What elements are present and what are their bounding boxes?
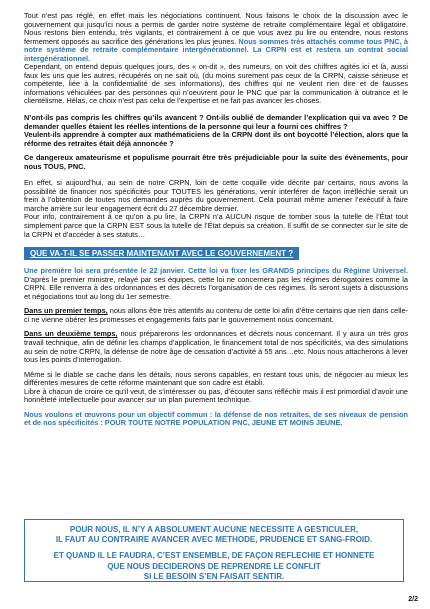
intro-highlight: Nous sommes très attachés comme tous PNC, à notre système de retraite complémentaire intergénérationnel. La CRPN est et restera un contrat social intergénérationnel. [24,36,408,63]
paragraph-details: Même si le diable se cache dans les détails, nous serons capables, en restant tous unis, de négocier au mieux les différentes mesures de cette réforme maintenant que son cadre est établi. [24,369,408,388]
paragraph-common-goal: Nous voulons et œuvrons pour un objectif commun : la défense de nos retraites, de ses niveaux de pension et de nos spécificités : POUR TOUTE NOTRE POPULATION PNC, JEUNE ET MOINS JEUNE. [24,409,408,428]
paragraph-first-law [24,267,408,301]
paragraph-intro [24,12,408,63]
second-step-text: nous préparerons les ordonnances et décrets nous concernant. Il y aura un très gros travail technique, afin de définir les champs d’application, le financement total de nos spécificités, via des simulations au sein de notre CRPN, la défense de notre âge de cessation d’activité à 55 ans…etc. Nous nous attacherons à lever tous les points d’interrogation. [24,329,408,365]
question-figures: N’ont-ils pas compris les chiffres qu’ils avancent ? Ont-ils oublié de demander l’explication qui va avec ? De demander quelles étaient les réelles intentions de la personne qui leur a fourni ces chiffres ? [24,113,408,131]
question-mathematicians: Veulent-ils apprendre à compter aux mathématiciens de la CRPN dont ils ont boycotté l’élection, alors que la réforme des retraites était déjà annoncée ? [24,130,408,148]
paragraph-tutelle: Pour info, contrairement à ce qu’on a pu lire, la CRPN n’a AUCUN risque de tomber sous la tutelle de l’État tout simplement parce que la CRPN EST sous la tutelle de l’État depuis sa création. Il suffit de se connecter sur le site de la CRPN et d’accéder à ses statuts… [24,212,408,239]
paragraph-honesty: Libre à chacun de croire ce qu’il veut, de s’intéresser ou pas, d’écouter sans réfléchir mais il est primordial d’avoir une honnêteté intellectuelle pour avancer sur un plan purement technique. [24,386,408,405]
conclusion-line-2: IL FAUT AU CONTRAIRE AVANCER AVEC METHODE, PRUDENCE ET SANG-FROID. [55,535,373,545]
conclusion-line-4: QUE NOUS DECIDERONS DE REPRENDRE LE CONFLIT [107,561,321,571]
second-step-label: Dans un deuxième temps, [24,329,118,339]
page-number: 2/2 [408,596,418,603]
conclusion-line-5: SI LE BESOIN S’EN FAISAIT SENTIR. [143,571,285,581]
first-law-highlight: Une première loi sera présentée le 22 janvier. Cette loi va fixer les GRANDS principes du Régime Universel. [24,266,408,276]
paragraph-crpn-financing: En effet, si aujourd’hui, au sein de notre CRPN, loin de cette coquille vide décrite par certains, nous avons la possibilité de financer nos spécificités pour TOUTES les générations, venir interférer de façon irréfléchie serait un frein à l’obtention de toutes nos demandes auprès du gouvernement. Cela pourrait même amener l’exécutif à faire marche arrière sur leur engagement écrit du 27 décembre dernier. [24,178,408,213]
conclusion-line-1: POUR NOUS, IL N’Y A ABSOLUMENT AUCUNE NECESSITE A GESTICULER, [69,525,359,534]
first-step-text: nous allons être très attentifs au contenu de cette loi afin d’être certains que rien dans celle-ci ne vienne obérer les promesses et engagements faits par le gouvernement nous concernant. [24,306,408,324]
first-law-text: D’après le premier ministre, relayé par ses équipes, cette loi ne concernera pas les régimes dérogatoires comme la CRPN. Elle renverra à des ordonnances et des décrets l’organisation de ces régimes. Ils seront sujets à discussions et négociations tout au long du 1er semestre. [24,274,408,301]
statement-amateurism: Ce dangereux amateurisme et populisme pourrait être très préjudiciable pour la suite des évènements, pour nous TOUS, PNC. [24,153,408,171]
first-step-label: Dans un premier temps, [24,306,108,316]
section-heading: QUE VA-T-IL SE PASSER MAINTENANT AVEC LE GOUVERNEMENT ? [24,247,299,260]
conclusion-box [24,519,404,582]
paragraph-rumors: Cependant, on entend depuis quelques jours, des « on-dit », des rumeurs, on voit des chiffres agités ici et là, aussi faux les uns que les autres, récupérés on ne sait où, (du moins surement pas ceux de la CRPN, caisse sérieuse et compétente, liée à la confidentialité de ses informations), des chiffres qui ne veulent rien dire et de fausses informations véhiculées par des personnes qui n’oeuvrent pour le PNC que par la communication à outrance et le clientélisme. Hélas, ce choix n’est pas celui de l’expertise et ne fait pas avancer les choses. [24,62,408,106]
paragraph-first-step [24,307,408,324]
intro-text: Tout n’est pas réglé, en effet mais les négociations continuent. Nous faisons le choix de la discussion avec le gouvernement qui jusqu’ici nous a permis de garder notre système de retraite complémentaire légal et obligatoire. Nous restons bien entendu, très vigilants, et contrairement à ce que vous avez pu lire ou entendre, nous restons fermement opposés au sacrifice des générations les plus jeunes. [24,11,408,46]
conclusion-line-3: ET QUAND IL LE FAUDRA, C’EST ENSEMBLE, DE FAÇON REFLECHIE ET HONNETE [53,551,375,561]
paragraph-second-step [24,330,408,364]
document-body [24,12,408,428]
